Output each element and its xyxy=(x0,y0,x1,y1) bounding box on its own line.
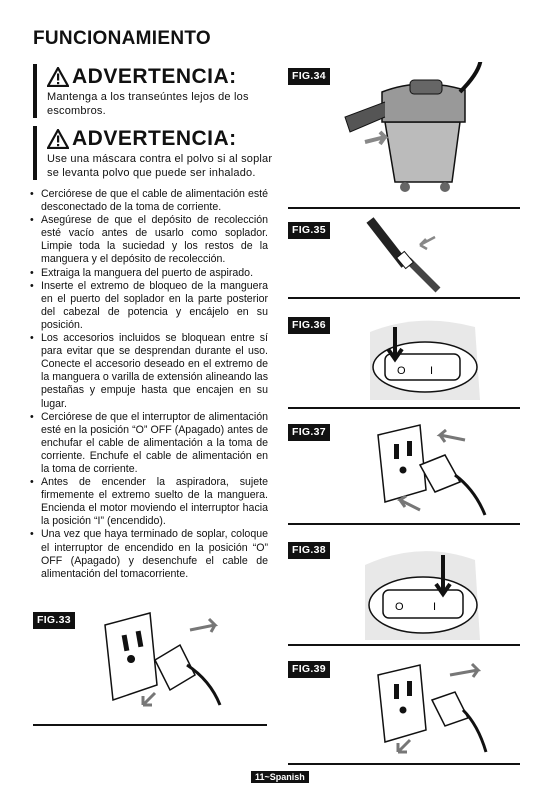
figure-divider xyxy=(288,763,520,765)
figure-divider xyxy=(288,407,520,409)
hose-attachment-illustration xyxy=(360,215,470,295)
warning-text: Use una máscara contra el polvo si al soplar se levanta polvo que puede ser inhalado. xyxy=(47,153,273,179)
plug-outlet-illustration xyxy=(370,420,490,525)
warning-box-2 xyxy=(33,126,283,180)
figure-label-39: FIG.39 xyxy=(288,661,330,678)
list-item: • Inserte el extremo de bloqueo de la manguera en el puerto del soplador en la parte posterior del cabezal de potencia y encájelo en su posición. xyxy=(30,280,268,332)
power-switch-off-illustration xyxy=(370,312,480,400)
plug-outlet-illustration xyxy=(370,660,490,760)
warning-text: Mantenga a los transeúntes lejos de los escombros. xyxy=(47,91,249,117)
figure-divider xyxy=(288,644,520,646)
switch-on-label: I xyxy=(430,365,434,377)
list-item: • Asegúrese de que el depósito de recolección esté vacío antes de usarlo como soplador. Limpie toda la suciedad y los restos de la manguera y el depósito de recolección. xyxy=(30,214,268,266)
figure-label-37: FIG.37 xyxy=(288,424,330,441)
warning-title: ADVERTENCIA: xyxy=(72,65,237,88)
figure-divider xyxy=(288,297,520,299)
list-item: • Cerciórese de que el interruptor de alimentación esté en la posición “O” OFF (Apagado) antes de enchufar el cable de alimentación a la toma de corriente. Enchufe el cable de alimentación en la toma de corriente. xyxy=(30,411,268,476)
switch-off-label: O xyxy=(397,365,406,377)
warning-triangle-icon xyxy=(47,129,69,149)
warning-title: ADVERTENCIA: xyxy=(72,127,237,150)
figure-divider xyxy=(288,523,520,525)
page-title: FUNCIONAMIENTO xyxy=(33,28,212,49)
warning-triangle-icon xyxy=(47,67,69,87)
shop-vacuum-illustration xyxy=(340,62,520,200)
page-number: 11~Spanish xyxy=(251,771,309,783)
switch-on-label: I xyxy=(433,601,437,613)
list-item: • Cerciórese de que el cable de alimentación esté desconectado de la toma de corriente. xyxy=(30,188,268,214)
switch-off-label: O xyxy=(395,601,404,613)
warning-box-1 xyxy=(33,64,283,118)
figure-label-36: FIG.36 xyxy=(288,317,330,334)
figure-divider xyxy=(288,207,520,209)
list-item: • Antes de encender la aspiradora, sujete firmemente el extremo suelto de la manguera. Encienda el motor moviendo el interruptor hacia la posición “I” (encendido). xyxy=(30,476,268,528)
figure-divider xyxy=(33,724,267,726)
list-item: • Extraiga la manguera del puerto de aspirado. xyxy=(30,267,268,280)
power-switch-on-illustration xyxy=(365,540,480,640)
figure-label-34: FIG.34 xyxy=(288,68,330,85)
figure-label-33: FIG.33 xyxy=(33,612,75,629)
figure-label-35: FIG.35 xyxy=(288,222,330,239)
plug-outlet-illustration xyxy=(95,605,225,715)
list-item: • Una vez que haya terminado de soplar, coloque el interruptor de encendido en la posición “O” OFF (Apagado) y desenchufe el cable de alimentación del tomacorriente. xyxy=(30,528,268,580)
list-item: • Los accesorios incluidos se bloquean entre sí para evitar que se desprendan durante el uso. Conecte el accesorio deseado en el extremo de la manguera o varilla de extensión alineando las pestañas y empuje hasta que encajen en su lugar. xyxy=(30,332,268,411)
instruction-list xyxy=(30,188,268,581)
figure-label-38: FIG.38 xyxy=(288,542,330,559)
